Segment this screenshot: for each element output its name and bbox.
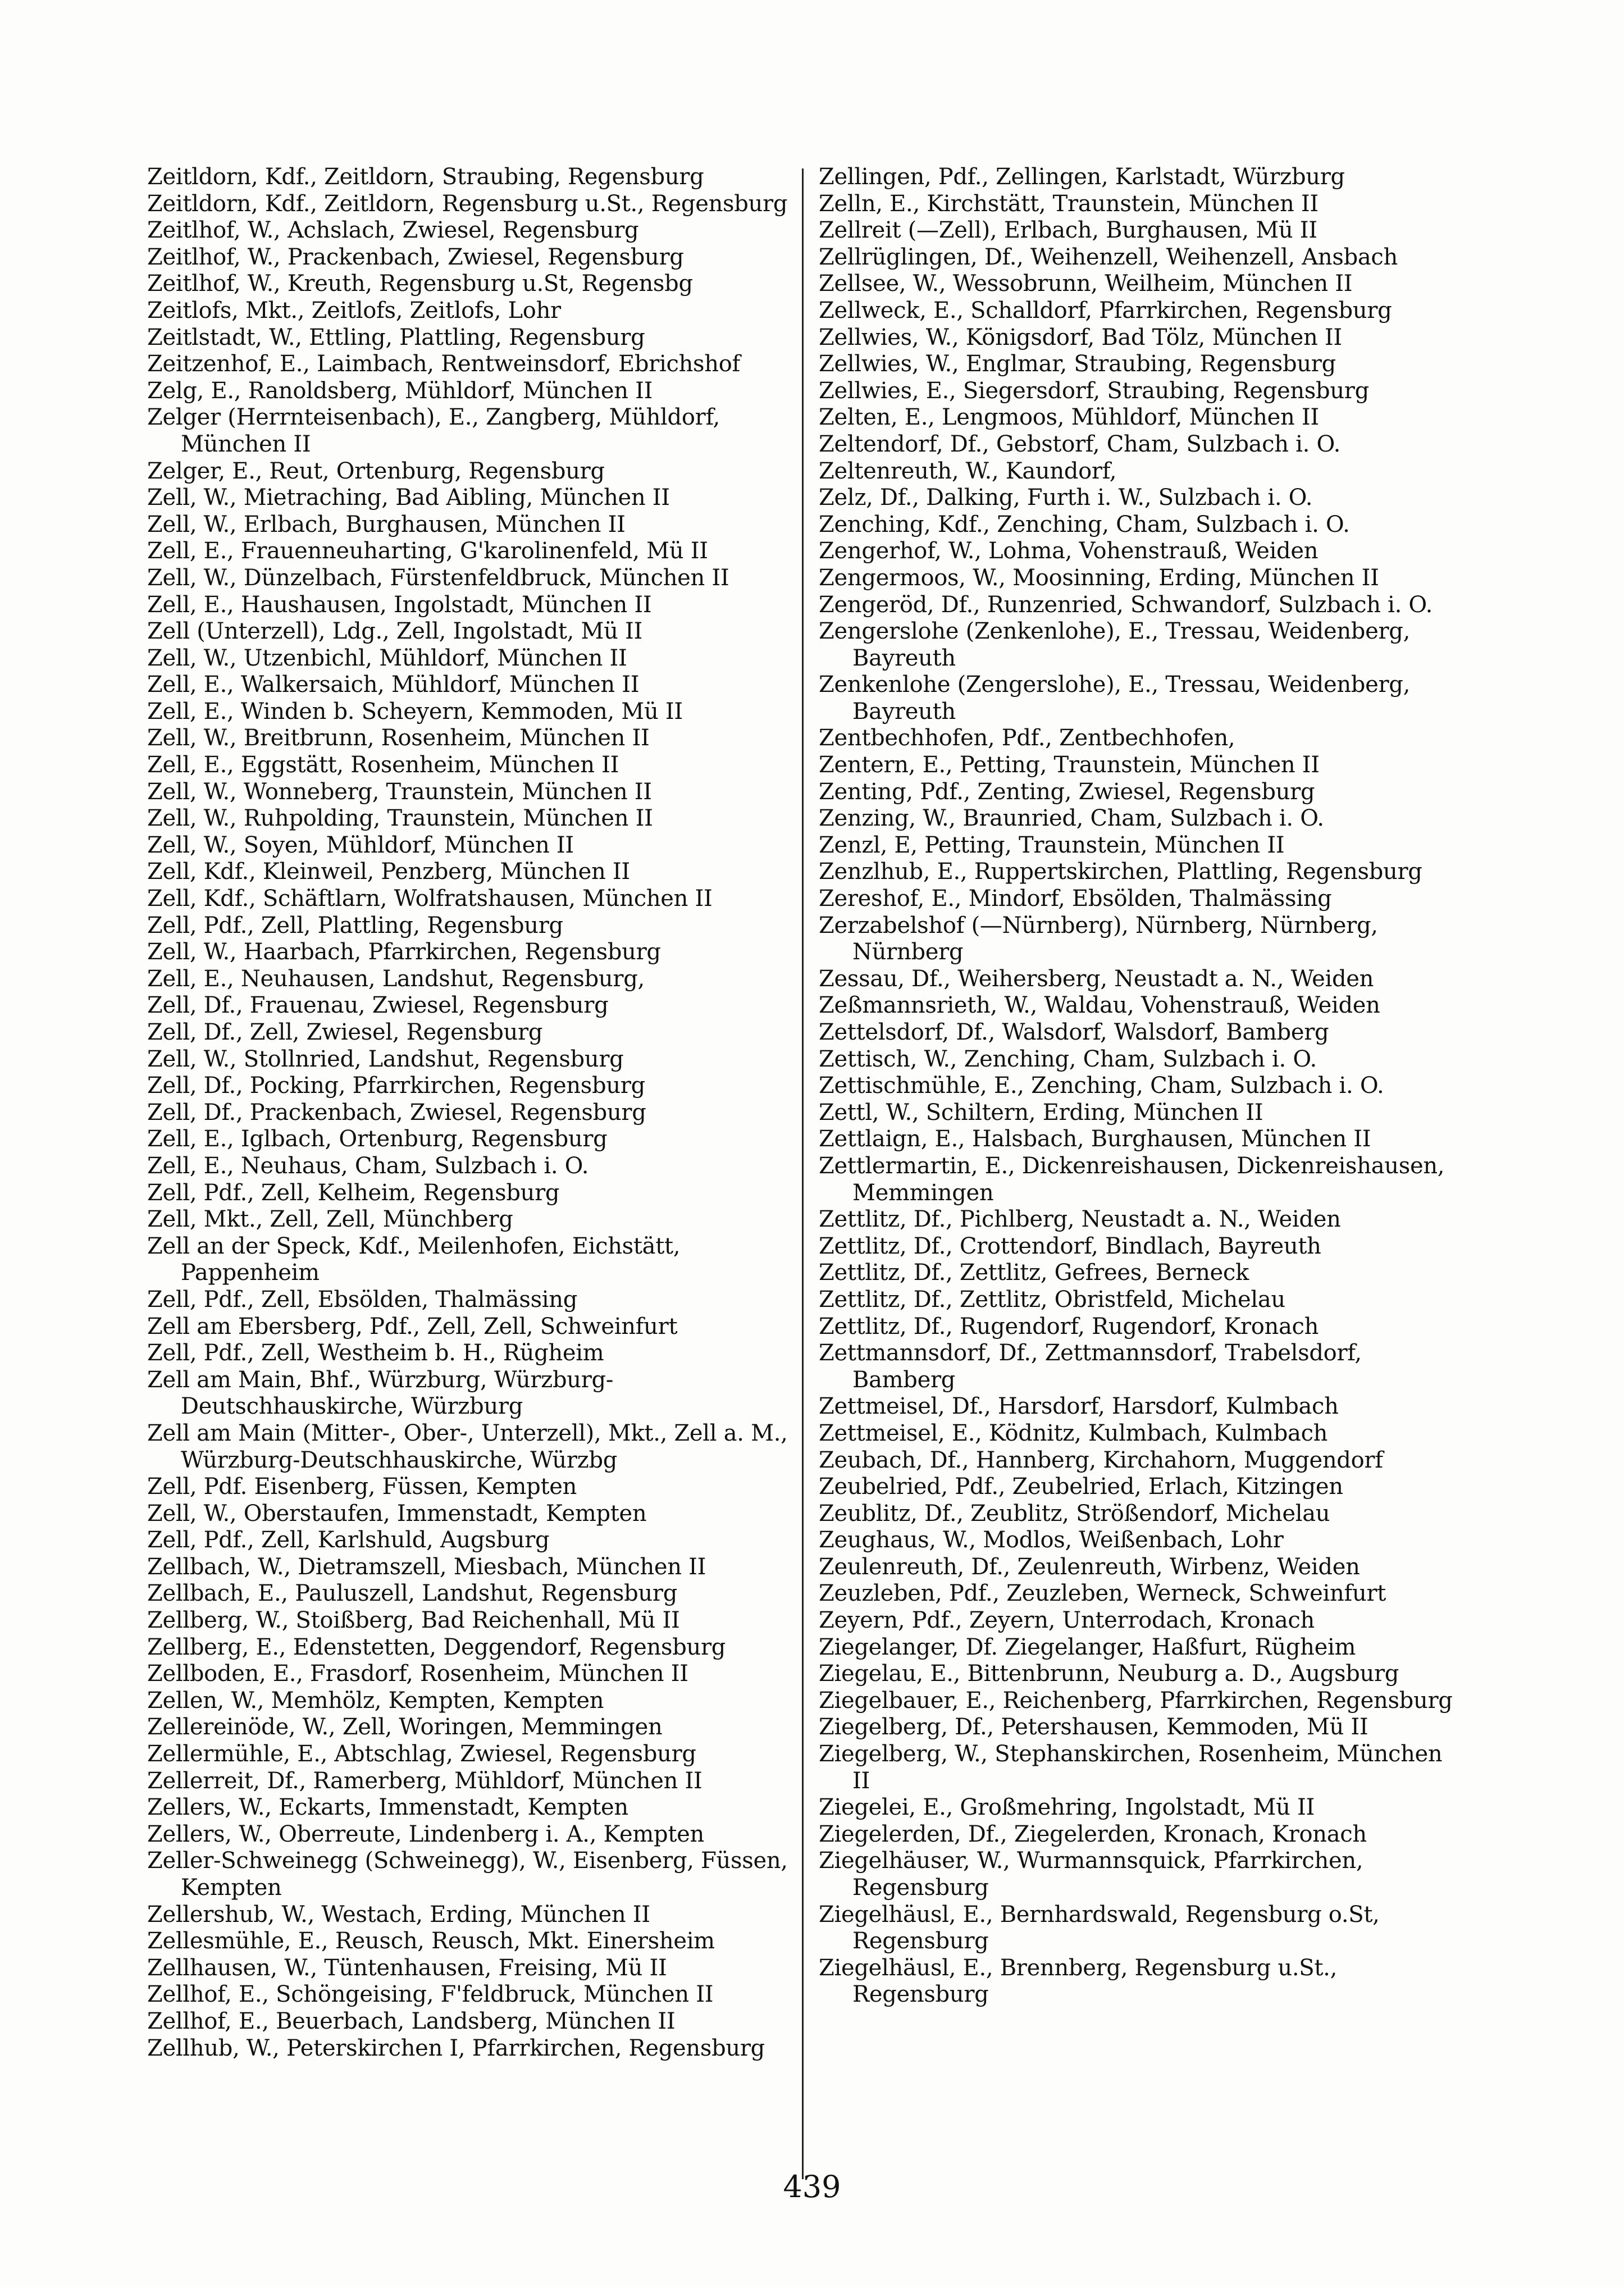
gazetteer-entry: Zell, Df., Frauenau, Zwiesel, Regensburg [147, 992, 609, 1019]
gazetteer-entry: Zellermühle, E., Abtschlag, Zwiesel, Regensburg [147, 1741, 696, 1767]
gazetteer-entry: Zell, Pdf. Eisenberg, Füssen, Kempten [147, 1474, 577, 1500]
gazetteer-entry: Zell, Df., Pocking, Pfarrkirchen, Regensburg [147, 1073, 645, 1099]
gazetteer-entry: Zellberg, E., Edenstetten, Deggendorf, Regensburg [147, 1634, 726, 1660]
gazetteer-entry: Zeitlofs, Mkt., Zeitlofs, Zeitlofs, Lohr [147, 297, 561, 324]
gazetteer-entry: Zell, E., Haushausen, Ingolstadt, München II [147, 591, 652, 618]
gazetteer-entry: Zeitzenhof, E., Laimbach, Rentweinsdorf, Ebrichshof [147, 351, 741, 377]
gazetteer-entry: Zenching, Kdf., Zenching, Cham, Sulzbach i. O. [819, 511, 1350, 537]
gazetteer-entry: Zell, W., Mietraching, Bad Aibling, München II [147, 485, 670, 511]
gazetteer-entry: Zeitlhof, W., Prackenbach, Zwiesel, Regensburg [147, 244, 684, 270]
gazetteer-entry: Zell (Unterzell), Ldg., Zell, Ingolstadt, Mü II [147, 618, 643, 645]
gazetteer-entry: Zellers, W., Oberreute, Lindenberg i. A., Kempten [147, 1821, 704, 1847]
gazetteer-entry: Zellwies, W., Englmar, Straubing, Regensburg [819, 351, 1336, 377]
gazetteer-entry: Zellhof, E., Beuerbach, Landsberg, München II [147, 2008, 676, 2034]
gazetteer-entry: Zettlermartin, E., Dickenreishausen, Dickenreishausen, Memmingen [819, 1152, 1445, 1206]
gazetteer-entry: Ziegelhäusl, E., Brennberg, Regensburg u.St., Regensburg [819, 1955, 1337, 2008]
gazetteer-entry: Zellreit (—Zell), Erlbach, Burghausen, Mü II [819, 217, 1317, 244]
gazetteer-entry: Ziegelhäusl, E., Bernhardswald, Regensburg o.St, Regensburg [819, 1901, 1380, 1955]
gazetteer-entry: Zettl, W., Schiltern, Erding, München II [819, 1099, 1263, 1126]
gazetteer-entry: Zenzlhub, E., Ruppertskirchen, Plattling, Regensburg [819, 859, 1422, 885]
gazetteer-entry: Zellhausen, W., Tüntenhausen, Freising, Mü II [147, 1955, 667, 1981]
gazetteer-entry: Zettmeisel, E., Ködnitz, Kulmbach, Kulmbach [819, 1420, 1328, 1446]
gazetteer-entry: Zettlaign, E., Halsbach, Burghausen, München II [819, 1126, 1371, 1152]
gazetteer-entry: Zell, W., Soyen, Mühldorf, München II [147, 832, 574, 858]
gazetteer-entry: Zell, Pdf., Zell, Ebsölden, Thalmässing [147, 1286, 578, 1313]
gazetteer-entry: Zeller-Schweinegg (Schweinegg), W., Eisenberg, Füssen, Kempten [147, 1848, 788, 1901]
gazetteer-entry: Zengermoos, W., Moosinning, Erding, München II [819, 564, 1379, 591]
gazetteer-entry: Zettlitz, Df., Rugendorf, Rugendorf, Kronach [819, 1313, 1319, 1340]
gazetteer-entry: Zengerslohe (Zenkenlohe), E., Tressau, Weidenberg, Bayreuth [819, 618, 1411, 671]
gazetteer-entry: Zellesmühle, E., Reusch, Reusch, Mkt. Einersheim [147, 1928, 715, 1955]
gazetteer-entry: Zellen, W., Memhölz, Kempten, Kempten [147, 1687, 604, 1714]
gazetteer-entry: Zettmeisel, Df., Harsdorf, Harsdorf, Kulmbach [819, 1393, 1339, 1420]
gazetteer-entry: Zeitlstadt, W., Ettling, Plattling, Regensburg [147, 324, 645, 350]
gazetteer-entry: Zell, Df., Prackenbach, Zwiesel, Regensburg [147, 1099, 646, 1126]
gazetteer-entry: Zell, E., Walkersaich, Mühldorf, München II [147, 672, 640, 698]
left-column [147, 164, 793, 2062]
gazetteer-entry: Zellhub, W., Peterskirchen I, Pfarrkirchen, Regensburg [147, 2035, 765, 2061]
gazetteer-entry: Zell, E., Winden b. Scheyern, Kemmoden, Mü II [147, 698, 683, 725]
gazetteer-entry: Zeuzleben, Pdf., Zeuzleben, Werneck, Schweinfurt [819, 1580, 1386, 1607]
gazetteer-entry: Zenzl, E, Petting, Traunstein, München II [819, 832, 1285, 858]
gazetteer-entry: Zelz, Df., Dalking, Furth i. W., Sulzbach i. O. [819, 485, 1313, 511]
gazetteer-entry: Zentern, E., Petting, Traunstein, München II [819, 752, 1320, 778]
gazetteer-entry: Zell, Mkt., Zell, Zell, Münchberg [147, 1206, 513, 1233]
gazetteer-entry: Zenzing, W., Braunried, Cham, Sulzbach i. O. [819, 805, 1324, 832]
gazetteer-entry: Zeitldorn, Kdf., Zeitldorn, Straubing, Regensburg [147, 164, 704, 190]
gazetteer-entry: Zettlitz, Df., Crottendorf, Bindlach, Bayreuth [819, 1233, 1321, 1259]
gazetteer-entry: Ziegelau, E., Bittenbrunn, Neuburg a. D., Augsburg [819, 1661, 1399, 1687]
gazetteer-entry: Zettisch, W., Zenching, Cham, Sulzbach i. O. [819, 1046, 1317, 1072]
gazetteer-entry: Zettelsdorf, Df., Walsdorf, Walsdorf, Bamberg [819, 1019, 1329, 1045]
gazetteer-entry: Zeubach, Df., Hannberg, Kirchahorn, Muggendorf [819, 1447, 1383, 1473]
gazetteer-entry: Ziegelanger, Df. Ziegelanger, Haßfurt, Rügheim [819, 1634, 1356, 1660]
gazetteer-entry: Zellers, W., Eckarts, Immenstadt, Kempten [147, 1794, 628, 1821]
gazetteer-entry: Zeulenreuth, Df., Zeulenreuth, Wirbenz, Weiden [819, 1553, 1360, 1580]
gazetteer-entry: Zell, Pdf., Zell, Kelheim, Regensburg [147, 1179, 560, 1206]
gazetteer-entry: Zengeröd, Df., Runzenried, Schwandorf, Sulzbach i. O. [819, 591, 1433, 618]
gazetteer-entry: Zell am Main (Mitter-, Ober-, Unterzell), Mkt., Zell a. M., Würzburg-Deutschhauskirche, Würzbg [147, 1420, 788, 1473]
gazetteer-entry: Zerzabelshof (—Nürnberg), Nürnberg, Nürnberg, Nürnberg [819, 912, 1378, 965]
gazetteer-entry: Zellrüglingen, Df., Weihenzell, Weihenzell, Ansbach [819, 244, 1398, 270]
gazetteer-entry: Zellwies, W., Königsdorf, Bad Tölz, München II [819, 324, 1342, 350]
gazetteer-entry: Zell, W., Haarbach, Pfarrkirchen, Regensburg [147, 939, 661, 965]
gazetteer-entry: Zell, E., Neuhausen, Landshut, Regensburg, [147, 965, 645, 992]
gazetteer-entry: Zell, E., Eggstätt, Rosenheim, München II [147, 752, 619, 778]
gazetteer-entry: Zeßmannsrieth, W., Waldau, Vohenstrauß, Weiden [819, 992, 1380, 1019]
gazetteer-entry: Zellbach, E., Pauluszell, Landshut, Regensburg [147, 1580, 677, 1607]
gazetteer-entry: Zell, Kdf., Schäftlarn, Wolfratshausen, München II [147, 886, 713, 912]
gazetteer-entry: Zettlitz, Df., Zettlitz, Gefrees, Berneck [819, 1260, 1249, 1286]
gazetteer-entry: Zessau, Df., Weihersberg, Neustadt a. N., Weiden [819, 965, 1374, 992]
gazetteer-entry: Zellweck, E., Schalldorf, Pfarrkirchen, Regensburg [819, 297, 1392, 324]
gazetteer-entry: Zellingen, Pdf., Zellingen, Karlstadt, Würzburg [819, 164, 1345, 190]
gazetteer-entry: Zell am Ebersberg, Pdf., Zell, Zell, Schweinfurt [147, 1313, 678, 1340]
gazetteer-entry: Zettlitz, Df., Zettlitz, Obristfeld, Michelau [819, 1286, 1285, 1313]
gazetteer-entry: Zeublitz, Df., Zeublitz, Strößendorf, Michelau [819, 1500, 1330, 1527]
gazetteer-entry: Zell, W., Ruhpolding, Traunstein, München II [147, 805, 653, 832]
gazetteer-entry: Zell, Kdf., Kleinweil, Penzberg, München II [147, 859, 630, 885]
gazetteer-entry: Zellberg, W., Stoißberg, Bad Reichenhall, Mü II [147, 1607, 680, 1634]
gazetteer-entry: Zell, Pdf., Zell, Plattling, Regensburg [147, 912, 563, 939]
gazetteer-entry: Ziegelberg, W., Stephanskirchen, Rosenheim, München II [819, 1741, 1443, 1794]
gazetteer-entry: Zell, W., Erlbach, Burghausen, München II [147, 511, 626, 537]
gazetteer-entry: Zellsee, W., Wessobrunn, Weilheim, München II [819, 271, 1353, 297]
gazetteer-entry: Ziegelerden, Df., Ziegelerden, Kronach, Kronach [819, 1821, 1367, 1847]
gazetteer-entry: Zell an der Speck, Kdf., Meilenhofen, Eichstätt, Pappenheim [147, 1233, 681, 1286]
gazetteer-entry: Zeitldorn, Kdf., Zeitldorn, Regensburg u.St., Regensburg [147, 190, 788, 217]
gazetteer-entry: Zell, E., Iglbach, Ortenburg, Regensburg [147, 1126, 608, 1152]
gazetteer-entry: Zentbechhofen, Pdf., Zentbechhofen, [819, 725, 1235, 751]
gazetteer-entry: Zelten, E., Lengmoos, Mühldorf, München II [819, 404, 1319, 431]
gazetteer-entry: Zellhof, E., Schöngeising, F'feldbruck, München II [147, 1981, 714, 2008]
page-number: 439 [783, 2169, 841, 2204]
gazetteer-entry: Zell, W., Utzenbichl, Mühldorf, München II [147, 645, 627, 671]
column-divider [802, 168, 804, 2179]
gazetteer-entry: Zelg, E., Ranoldsberg, Mühldorf, München II [147, 377, 653, 404]
gazetteer-entry: Zell, Df., Zell, Zwiesel, Regensburg [147, 1019, 543, 1045]
gazetteer-entry: Zeughaus, W., Modlos, Weißenbach, Lohr [819, 1527, 1284, 1553]
gazetteer-entry: Zeitlhof, W., Kreuth, Regensburg u.St, Regensbg [147, 271, 693, 297]
gazetteer-entry: Zereshof, E., Mindorf, Ebsölden, Thalmässing [819, 886, 1332, 912]
gazetteer-entry: Zelger (Herrnteisenbach), E., Zangberg, Mühldorf, München II [147, 404, 720, 457]
gazetteer-entry: Zettlitz, Df., Pichlberg, Neustadt a. N., Weiden [819, 1206, 1341, 1233]
gazetteer-entry: Zellereinöde, W., Zell, Woringen, Memmingen [147, 1714, 663, 1741]
gazetteer-entry: Ziegelbauer, E., Reichenberg, Pfarrkirchen, Regensburg [819, 1687, 1453, 1714]
gazetteer-entry: Ziegelei, E., Großmehring, Ingolstadt, Mü II [819, 1794, 1315, 1821]
gazetteer-entry: Zellershub, W., Westach, Erding, München II [147, 1901, 650, 1928]
gazetteer-entry: Zell, Pdf., Zell, Karlshuld, Augsburg [147, 1527, 550, 1553]
gazetteer-entry: Zell, E., Frauenneuharting, G'karolinenfeld, Mü II [147, 538, 708, 564]
gazetteer-entry: Zellerreit, Df., Ramerberg, Mühldorf, München II [147, 1767, 702, 1794]
gazetteer-entry: Zenting, Pdf., Zenting, Zwiesel, Regensburg [819, 778, 1315, 805]
gazetteer-entry: Ziegelberg, Df., Petershausen, Kemmoden, Mü II [819, 1714, 1368, 1741]
gazetteer-entry: Zell, W., Stollnried, Landshut, Regensburg [147, 1046, 624, 1072]
gazetteer-entry: Zettischmühle, E., Zenching, Cham, Sulzbach i. O. [819, 1073, 1384, 1099]
gazetteer-entry: Ziegelhäuser, W., Wurmannsquick, Pfarrkirchen, Regensburg [819, 1848, 1363, 1901]
gazetteer-entry: Zellboden, E., Frasdorf, Rosenheim, München II [147, 1661, 688, 1687]
gazetteer-entry: Zellbach, W., Dietramszell, Miesbach, München II [147, 1553, 706, 1580]
gazetteer-entry: Zelger, E., Reut, Ortenburg, Regensburg [147, 458, 605, 484]
gazetteer-entry: Zeyern, Pdf., Zeyern, Unterrodach, Kronach [819, 1607, 1315, 1634]
gazetteer-entry: Zellwies, E., Siegersdorf, Straubing, Regensburg [819, 377, 1369, 404]
right-column [819, 164, 1465, 2008]
gazetteer-entry: Zell, W., Breitbrunn, Rosenheim, München II [147, 725, 650, 751]
gazetteer-entry: Zeltenreuth, W., Kaundorf, [819, 458, 1117, 484]
gazetteer-entry: Zell, E., Neuhaus, Cham, Sulzbach i. O. [147, 1152, 589, 1179]
gazetteer-entry: Zell, W., Wonneberg, Traunstein, München II [147, 778, 652, 805]
gazetteer-entry: Zell, W., Dünzelbach, Fürstenfeldbruck, München II [147, 564, 729, 591]
gazetteer-entry: Zell am Main, Bhf., Würzburg, Würzburg-Deutschhauskirche, Würzburg [147, 1366, 614, 1420]
gazetteer-entry: Zenkenlohe (Zengerslohe), E., Tressau, Weidenberg, Bayreuth [819, 672, 1411, 725]
gazetteer-entry: Zengerhof, W., Lohma, Vohenstrauß, Weiden [819, 538, 1319, 564]
gazetteer-entry: Zeltendorf, Df., Gebstorf, Cham, Sulzbach i. O. [819, 431, 1341, 457]
gazetteer-entry: Zettmannsdorf, Df., Zettmannsdorf, Trabelsdorf, Bamberg [819, 1340, 1362, 1393]
gazetteer-entry: Zell, W., Oberstaufen, Immenstadt, Kempten [147, 1500, 647, 1527]
gazetteer-entry: Zeitlhof, W., Achslach, Zwiesel, Regensburg [147, 217, 639, 244]
gazetteer-entry: Zelln, E., Kirchstätt, Traunstein, München II [819, 190, 1319, 217]
gazetteer-entry: Zell, Pdf., Zell, Westheim b. H., Rügheim [147, 1340, 604, 1366]
gazetteer-entry: Zeubelried, Pdf., Zeubelried, Erlach, Kitzingen [819, 1474, 1343, 1500]
